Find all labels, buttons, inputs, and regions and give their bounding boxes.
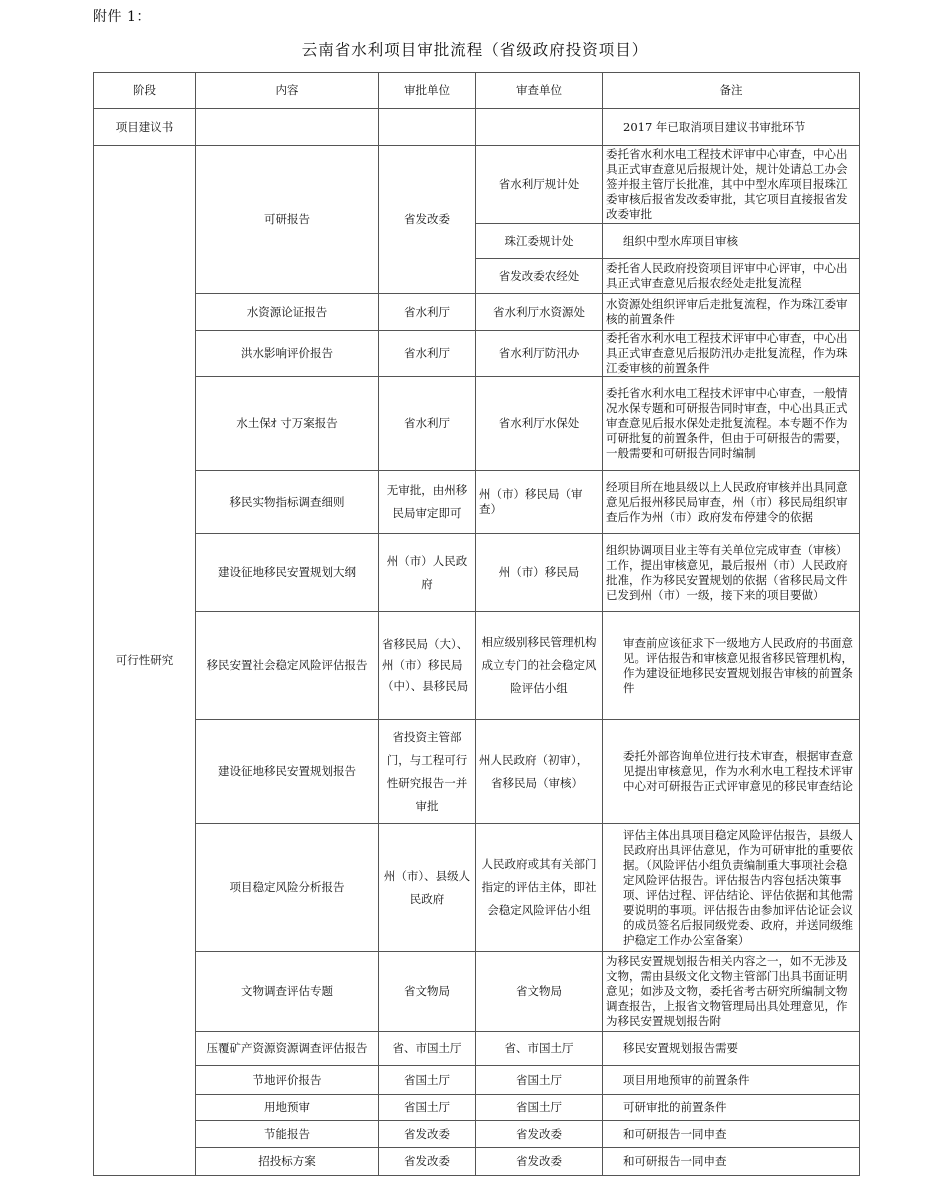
- approval-cell: [379, 824, 476, 952]
- stage-cell-feasibility: 可行性研究: [94, 146, 196, 1176]
- content-cell: 水土保ｵ 寸万案报告: [196, 377, 379, 471]
- content-cell: 可研报告: [196, 146, 379, 294]
- review-cell: [476, 109, 603, 146]
- table-row: [94, 109, 860, 146]
- approval-cell: 省水利厅: [379, 377, 476, 471]
- remark-cell: 委托省水利水电工程技术评审中心审查，中心出具正式审查意见后报防汛办走批复流程，作为珠江委审核的前置条件: [603, 331, 860, 377]
- content-cell: 建设征地移民安置规划报告: [196, 720, 379, 824]
- review-cell: [476, 720, 603, 824]
- header-review-unit: 审查单位: [476, 73, 603, 109]
- table-row: [94, 1032, 860, 1066]
- content-cell: 项目稳定风险分析报告: [196, 824, 379, 952]
- content-cell: 节能报告: [196, 1121, 379, 1148]
- content-cell: 节地评价报告: [196, 1066, 379, 1095]
- approval-cell: 省发改委: [379, 146, 476, 294]
- review-line: 省移民局（审核）: [491, 775, 583, 790]
- table-row: [94, 534, 860, 612]
- remark-cell: 可研审批的前置条件: [603, 1095, 860, 1121]
- review-cell: 省水利厅水资源处: [476, 294, 603, 331]
- review-cell: 州（市）移民局（审查）: [476, 471, 603, 534]
- approval-cell: 省文物局: [379, 952, 476, 1032]
- review-cell: 人民政府或其有关部门指定的评估主体，即社会稳定风险评估小组: [476, 824, 603, 952]
- table-row: [94, 377, 860, 471]
- approval-line: 州（市）、县级人: [383, 868, 471, 883]
- approval-cell: 省发改委: [379, 1148, 476, 1176]
- content-cell: 用地预审: [196, 1095, 379, 1121]
- table-row: [94, 471, 860, 534]
- review-cell: 省水利厅水保处: [476, 377, 603, 471]
- approval-cell: 州（市）人民政府: [379, 534, 476, 612]
- remark-cell: 委托省水利水电工程技术评审中心审查，一般情况水保专题和可研报告同时审查，中心出具正式审查意见后报水保处走批复流程。本专题不作为可研批复的前置条件，但由于可研报告的需要，一般需要和可研报告同时编制: [603, 377, 860, 471]
- table-row: [94, 824, 860, 952]
- remark-cell: 项目用地预审的前置条件: [603, 1066, 860, 1095]
- approval-cell: [379, 109, 476, 146]
- approval-cell: 省、市国土厅: [379, 1032, 476, 1066]
- remark-cell: 组织中型水库项目审核: [603, 224, 860, 259]
- approval-cell: 省投资主管部门，与工程可行性研究报告一并审批: [379, 720, 476, 824]
- approval-line: 州（市）移民局: [382, 658, 463, 672]
- remark-cell: 为移民安置规划报告相关内容之一，如不无涉及文物，需由县级文化文物主管部门出具书面证明意见；如涉及文物，委托省考古研究所编制文物调查报告，上报省文物管理局出具处理意见，作为移民安置规划报告附: [603, 952, 860, 1032]
- approval-cell: [379, 612, 476, 720]
- review-cell: 珠江委规计处: [476, 224, 603, 259]
- review-cell: 省国土厅: [476, 1066, 603, 1095]
- remark-cell: 和可研报告一同申查: [603, 1148, 860, 1176]
- remark-cell: 委托外部咨询单位进行技术审查，根据审查意见提出审核意见，作为水利水电工程技术评审中心对可研报告正式评审意见的移民审查结论: [603, 720, 860, 824]
- table-row: [94, 331, 860, 377]
- approval-cell: 省发改委: [379, 1121, 476, 1148]
- table-row: [94, 146, 860, 224]
- review-cell: 省水利厅防汛办: [476, 331, 603, 377]
- table-row: [94, 1121, 860, 1148]
- table-row: [94, 1095, 860, 1121]
- approval-cell: 省国土厅: [379, 1066, 476, 1095]
- table-row: [94, 1066, 860, 1095]
- content-cell: 文物调查评估专题: [196, 952, 379, 1032]
- table-row: [94, 720, 860, 824]
- approval-cell: 省水利厅: [379, 294, 476, 331]
- stage-cell: 项目建议书: [94, 109, 196, 146]
- header-remarks: 备注: [603, 73, 860, 109]
- table-row: [94, 952, 860, 1032]
- review-cell: 省发改委: [476, 1121, 603, 1148]
- table-row: [94, 612, 860, 720]
- remark-cell: 委托省人民政府投资项目评审中心评审，中心出具正式审查意见后报农经处走批复流程: [603, 259, 860, 294]
- approval-line: 民政府: [409, 891, 445, 906]
- remark-cell: 组织协调项目业主等有关单位完成审查（审核）工作，提出审核意见，最后报州（市）人民政府批准，作为移民安置规划的依据（省移民局文件已发到州（市）一级，接下来的项目要做）: [603, 534, 860, 612]
- remark-cell: 经项目所在地县级以上人民政府审核并出具同意意见后报州移民局审查，州（市）移民局组织审查后作为州（市）政府发布停建令的依据: [603, 471, 860, 534]
- approval-line: 省移民局（大）、: [382, 637, 469, 651]
- review-cell: 省文物局: [476, 952, 603, 1032]
- document-title: 云南省水利项目审批流程（省级政府投资项目）: [301, 41, 649, 59]
- approval-flow-table: [93, 72, 860, 1176]
- approval-cell: 无审批，由州移民局审定即可: [379, 471, 476, 534]
- review-cell: 州（市）移民局: [476, 534, 603, 612]
- remark-cell: 评估主体出具项目稳定风险评估报告，县级人民政府出具评估意见，作为可研审批的重要依据。（风险评估小组负责编制重大事项社会稳定风险评估报告。评估报告内容包括决策事项、评估过程、评估结论、评估依据和其他需要说明的事项。评估报告由参加评估论证会议的成员签名后报同级党委、政府，并送同级维护稳定工作办公室备案）: [603, 824, 860, 952]
- remark-cell: 水资源处组织评审后走批复流程，作为珠江委审核的前置条件: [603, 294, 860, 331]
- header-content: 内容: [196, 73, 379, 109]
- review-cell: 省发改委: [476, 1148, 603, 1176]
- content-cell: [196, 109, 379, 146]
- content-cell: 招投标方案: [196, 1148, 379, 1176]
- content-cell: 建设征地移民安置规划大纲: [196, 534, 379, 612]
- remark-cell: 和可研报告一同申查: [603, 1121, 860, 1148]
- table-row: [94, 294, 860, 331]
- header-approval-unit: 审批单位: [379, 73, 476, 109]
- review-line: 州人民政府（初审），: [479, 752, 589, 767]
- content-cell: 移民实物指标调查细则: [196, 471, 379, 534]
- review-cell: 省国土厅: [476, 1095, 603, 1121]
- header-stage: 阶段: [94, 73, 196, 109]
- content-cell: 水资源论证报告: [196, 294, 379, 331]
- review-cell: 相应级别移民管理机构成立专门的社会稳定风险评估小组: [476, 612, 603, 720]
- review-cell: 省水利厅规计处: [476, 146, 603, 224]
- approval-cell: 省水利厅: [379, 331, 476, 377]
- content-cell: 压覆矿产资源资源调查评估报告: [196, 1032, 379, 1066]
- approval-cell: 省国土厅: [379, 1095, 476, 1121]
- content-cell: 移民安置社会稳定风险评估报告: [196, 612, 379, 720]
- remark-cell: 2017 年已取消项目建议书审批环节: [603, 109, 860, 146]
- review-cell: 省、市国土厅: [476, 1032, 603, 1066]
- review-cell: 省发改委农经处: [476, 259, 603, 294]
- remark-cell: 移民安置规划报告需要: [603, 1032, 860, 1066]
- remark-cell: 委托省水利水电工程技术评审中心审查，中心出具正式审查意见后报规计处，规计处请总工办会签并报主管厅长批准，其中中型水库项目报珠江委审核后报省发改委审批，其它项目直接报省发改委审批: [603, 146, 860, 224]
- content-cell: 洪水影响评价报告: [196, 331, 379, 377]
- approval-line: （中）、县移民局: [382, 679, 469, 693]
- table-header-row: [94, 73, 860, 109]
- table-row: [94, 1148, 860, 1176]
- remark-cell: 审查前应该征求下一级地方人民政府的书面意见。评估报告和审核意见报省移民管理机构，作为建设征地移民安置规划报告审核的前置条件: [603, 612, 860, 720]
- attachment-label: 附件 1：: [93, 9, 151, 25]
